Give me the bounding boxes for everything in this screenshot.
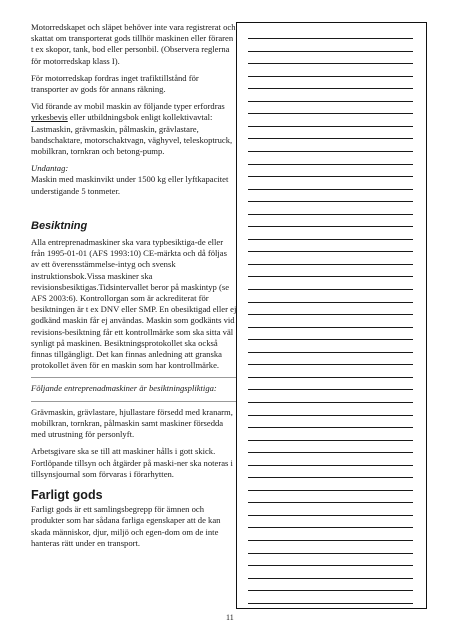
certificate-text-end: eller utbildningsbok enligt kollektivavtal: <box>67 112 213 123</box>
exception-label: Undantag: <box>31 163 69 174</box>
paragraph-required-machines: Grävmaskin, grävlastare, hjullastare försedd med kranarm, mobilkran, tornkran, pålmaskin samt maskiner försedda med utrustning för personlyft. <box>31 406 233 440</box>
paragraph-besiktning: Alla entreprenadmaskiner ska vara typbesiktiga-de eller från 1995-01-01 (AFS 1993:10) CE-märkta och då följas av ett överensstämmelse-intyg och svensk instruktionsbok.Vissa maskiner ska revisionsbesiktigas.Tidsintervallet beror på maskintyp (se AFS 2003:6). Kontrollorgan som är ackrediterat för besiktningen är t ex DNV eller SMP. En obesiktigad eller ej godkänd maskin får ej användas. Maskin som godkänts vid revisions-besiktning får ett kontrollmärke som ska sitta väl synligt på maskinen. Besiktningsprotokollet ska också finnas tillgängligt. Det kan finnas anledning att granska protokollet även för en maskin som har kontrollmärke. <box>31 237 237 371</box>
note-line <box>248 502 413 503</box>
note-line <box>248 364 413 365</box>
note-line <box>248 314 413 315</box>
note-line <box>248 76 413 77</box>
note-line <box>248 189 413 190</box>
note-line <box>248 226 413 227</box>
required-machines-label: Följande entreprenadmaskiner är besiktningspliktiga: <box>31 383 217 394</box>
paragraph-registration: Motorredskapet och släpet behöver inte vara registrerat och skattat om transporterat gods tillhör maskinen eller föraren t ex skopor, tank, bod eller personbil. (Observera reglerna för motorredskap klass I). <box>31 22 236 66</box>
note-line <box>248 527 413 528</box>
main-text-column <box>31 22 237 555</box>
note-line <box>248 327 413 328</box>
note-line <box>248 477 413 478</box>
paragraph-certificate <box>31 101 237 123</box>
note-line <box>248 578 413 579</box>
note-line <box>248 264 413 265</box>
page-number: 11 <box>226 613 234 622</box>
note-line <box>248 339 413 340</box>
paragraph-traffic-permit: För motorredskap fordras inget trafiktillstånd för transporter av gods för annans räkning. <box>31 72 199 95</box>
note-line <box>248 113 413 114</box>
yrkesbevis-link[interactable]: yrkesbevis <box>31 112 68 123</box>
note-line <box>248 540 413 541</box>
note-line <box>248 352 413 353</box>
note-line <box>248 490 413 491</box>
note-line <box>248 427 413 428</box>
exception-text: Maskin med maskinvikt under 1500 kg eller lyftkapacitet understigande 5 tonmeter. <box>31 174 229 196</box>
note-line <box>248 151 413 152</box>
note-line <box>248 402 413 403</box>
note-line <box>248 590 413 591</box>
note-line <box>248 515 413 516</box>
note-line <box>248 201 413 202</box>
divider-top <box>31 377 237 378</box>
note-line <box>248 276 413 277</box>
certificate-text-start: Vid förande av mobil maskin av följande typer erfordras <box>31 101 225 112</box>
paragraph-farligt-gods: Farligt gods är ett samlingsbegrepp för ämnen och produkter som har sådana farliga egenskaper att de kan skada människor, djur, miljö och egen-dom om de inte hanteras rätt under en transport. <box>31 504 221 548</box>
note-line <box>248 289 413 290</box>
note-line <box>248 38 413 39</box>
note-line <box>248 88 413 89</box>
section-heading-besiktning: Besiktning <box>31 219 88 232</box>
note-line <box>248 603 413 604</box>
note-line <box>248 389 413 390</box>
note-line <box>248 63 413 64</box>
paragraph-machine-list: Lastmaskin, grävmaskin, pålmaskin, grävlastare, bandschaktare, motorschaktvagn, väghyvel, teleskoptruck, mobilkran, tornkran och betong-pump. <box>31 123 233 157</box>
note-line <box>248 176 413 177</box>
note-line <box>248 565 413 566</box>
section-heading-farligt-gods: Farligt gods <box>31 487 103 502</box>
note-line <box>248 553 413 554</box>
paragraph-employer: Arbetsgivare ska se till att maskiner hålls i gott skick. Fortlöpande tillsyn och åtgärder på maski-ner ska noteras i tillsynsjournal som förvaras i förarhytten. <box>31 446 233 479</box>
note-line <box>248 51 413 52</box>
note-line <box>248 415 413 416</box>
note-line <box>248 239 413 240</box>
note-line <box>248 377 413 378</box>
divider-bottom <box>31 401 237 402</box>
note-line <box>248 101 413 102</box>
note-line <box>248 126 413 127</box>
note-line <box>248 251 413 252</box>
note-line <box>248 214 413 215</box>
note-line <box>248 440 413 441</box>
note-line <box>248 465 413 466</box>
note-line <box>248 452 413 453</box>
note-line <box>248 302 413 303</box>
notes-box[interactable] <box>236 22 427 609</box>
note-line <box>248 164 413 165</box>
note-line <box>248 138 413 139</box>
